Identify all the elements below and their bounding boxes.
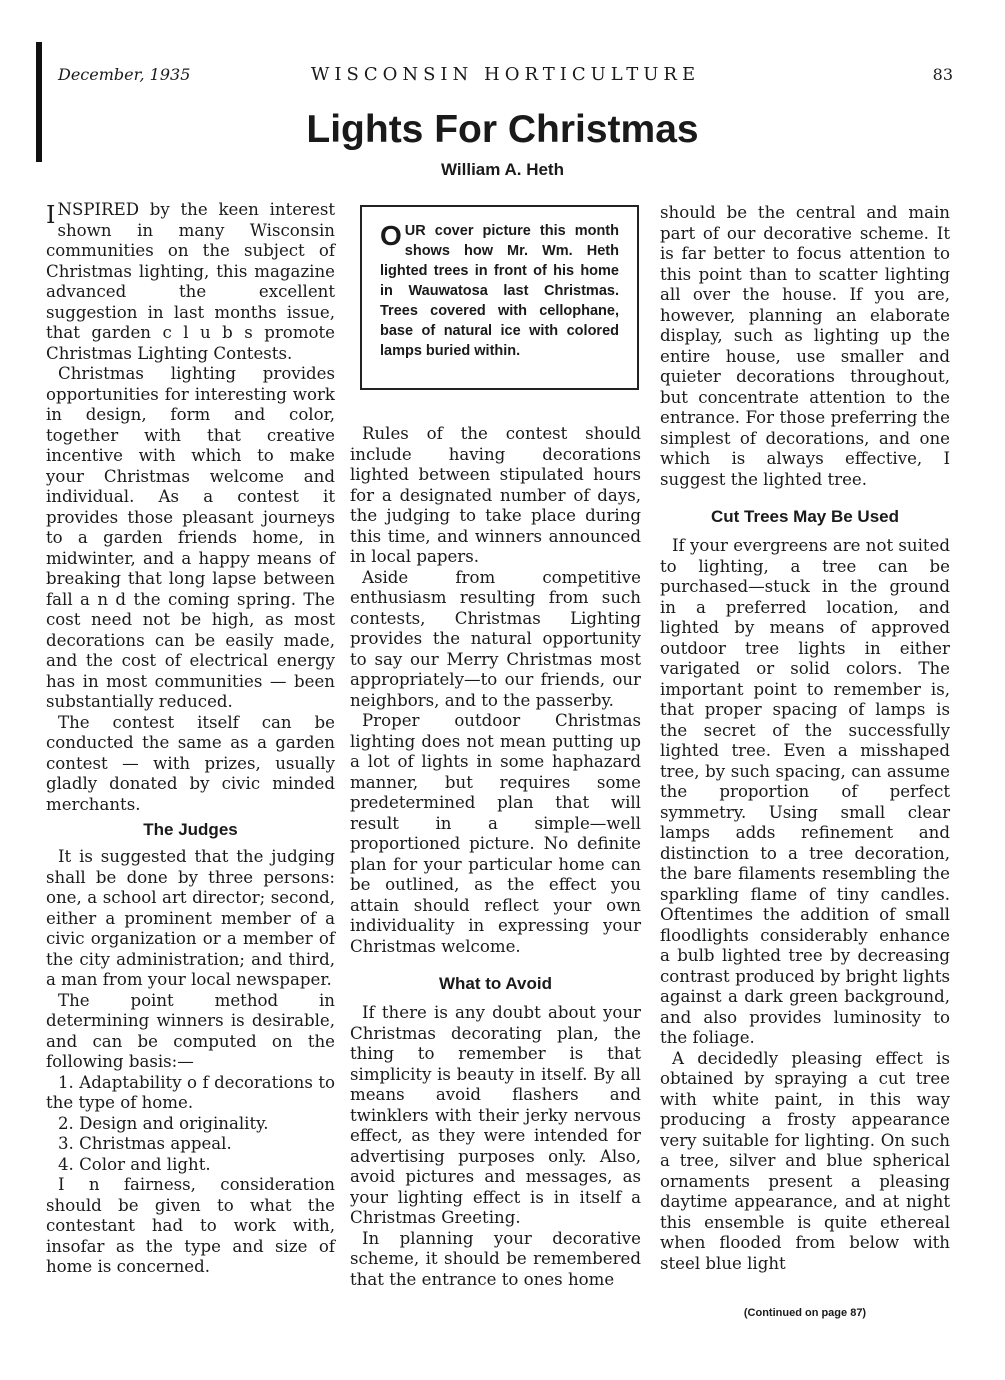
subhead-cut-trees: Cut Trees May Be Used xyxy=(710,507,899,526)
journal-name: WISCONSIN HORTICULTURE xyxy=(310,64,701,85)
paragraph: I n fairness, consideration should be given to what the contestant had to work with, insofar as the type and size of home is concerned. xyxy=(46,1175,335,1276)
subhead-judges: The Judges xyxy=(143,820,238,839)
paragraph-text: NSPIRED by the keen interest shown in many Wisconsin communities on the subject of Christmas lighting, this magazine advanced the excellent suggestion in last months issue, that garden c l u b s promote Christmas Lighting Contests. xyxy=(46,200,335,363)
list-item: 1. Adaptability o f decorations to the type of home. xyxy=(46,1072,335,1112)
subhead-what-to-avoid: What to Avoid xyxy=(439,974,552,993)
page-number: 83 xyxy=(932,65,953,84)
continued-note: (Continued on page 87) xyxy=(743,1307,867,1319)
article-column-3 xyxy=(660,203,950,1274)
paragraph xyxy=(46,200,335,364)
paragraph: In planning your decorative scheme, it should be remembered that the entrance to ones home xyxy=(350,1228,641,1289)
list-item: 3. Christmas appeal. xyxy=(58,1134,232,1153)
paragraph: Rules of the contest should include having decorations lighted between stipulated hours for a designated number of days, the judging to take place during this time, and winners announced in local papers. xyxy=(350,424,641,566)
running-head xyxy=(58,62,953,92)
paragraph: Christmas lighting provides opportunities for interesting work in design, form and color, together with that creative incentive with which to make your Christmas welcome and individual. As a contest it provides those pleasant journeys to a garden friends home, in midwinter, and a happy means of breaking that long lapse between fall a n d the coming spring. The cost need not be high, as most decorations can be easily made, and the cost of electrical energy has in most communities — been substantially reduced. xyxy=(46,364,335,711)
article-title: Lights For Christmas xyxy=(306,108,699,151)
article-column-2 xyxy=(350,424,641,1290)
cover-note-box xyxy=(360,205,639,390)
paragraph: The point method in determining winners is desirable, and can be computed on the following basis:— xyxy=(46,990,335,1071)
issue-date: December, 1935 xyxy=(58,65,191,84)
paragraph: If there is any doubt about your Christmas decorating plan, the thing to remember is that simplicity is beauty in itself. By all means avoid flashers and twinklers with their jerky nervous effect, as they were intended for advertising purposes only. Also, avoid pictures and messages, as your lighting effect is in itself a Christmas Greeting. xyxy=(350,1003,641,1227)
article-byline: William A. Heth xyxy=(441,160,564,179)
cover-note-initial: O xyxy=(380,220,402,251)
cover-note-text: UR cover picture this month shows how Mr. Wm. Heth lighted trees in front of his home in Wauwatosa last Christmas. Trees covered with cellophane, base of natural ice with colored lamps buried within. xyxy=(380,223,619,359)
paragraph: Proper outdoor Christmas lighting does not mean putting up a lot of lights in some haphazard manner, but requires some predetermined plan that will result in a simple—well proportioned picture. No definite plan for your particular home can be outlined, as the effect you attain should reflect your own individuality in expressing your Christmas welcome. xyxy=(350,711,641,956)
drop-cap: I xyxy=(46,201,56,229)
article-column-1 xyxy=(46,200,335,1278)
list-item: 4. Color and light. xyxy=(58,1154,211,1174)
paragraph: If your evergreens are not suited to lighting, a tree can be purchased—stuck in the ground in a preferred location, and lighted by means of approved outdoor tree lights in either varigated or solid colors. The important point to remember is, that proper spacing of lamps is the secret of the successfully lighted tree. Even a misshaped tree, by such spacing, can assume the proportion of perfect symmetry. Using small clear lamps adds refinement and distinction to a tree decoration, the bare filaments resembling the sparkling flame of tiny candles. Oftentimes the addition of small floodlights considerably enhance a bulb lighted tree by decreasing contrast produced by bright lights against a dark green background, and also provides luminosity to the foliage. xyxy=(660,536,951,1047)
list-item: 2. Design and originality. xyxy=(58,1113,269,1133)
paragraph: It is suggested that the judging shall be done by three persons: one, a school art director; second, either a prominent member of a civic organization or a member of the city administration; and third, a man from your local newspaper. xyxy=(46,847,335,989)
paragraph: A decidedly pleasing effect is obtained by spraying a cut tree with white paint, in this way producing a frosty appearance very suitable for lighting. On such a tree, silver and blue spherical ornaments present a pleasing daytime appearance, and at night this ensemble is quite ethereal when flooded from below with steel blue light xyxy=(660,1048,950,1273)
paragraph: Aside from competitive enthusiasm resulting from such contests, Christmas Lighting provides the natural opportunity to say our Merry Christmas most appropriately—to our friends, our neighbors, and to the passerby. xyxy=(350,567,641,710)
paragraph: should be the central and main part of our decorative scheme. It is far better to focus attention to this point than to scatter lighting all over the house. If you are, however, planning an elaborate display, such as lighting up the entire house, use smaller and quieter decorations throughout, but concentrate attention to the entrance. For those preferring the simplest of decorations, and one which is always effective, I suggest the lighted tree. xyxy=(660,203,950,489)
paragraph: The contest itself can be conducted the same as a garden contest — with prizes, usually gladly donated by civic minded merchants. xyxy=(46,712,335,814)
